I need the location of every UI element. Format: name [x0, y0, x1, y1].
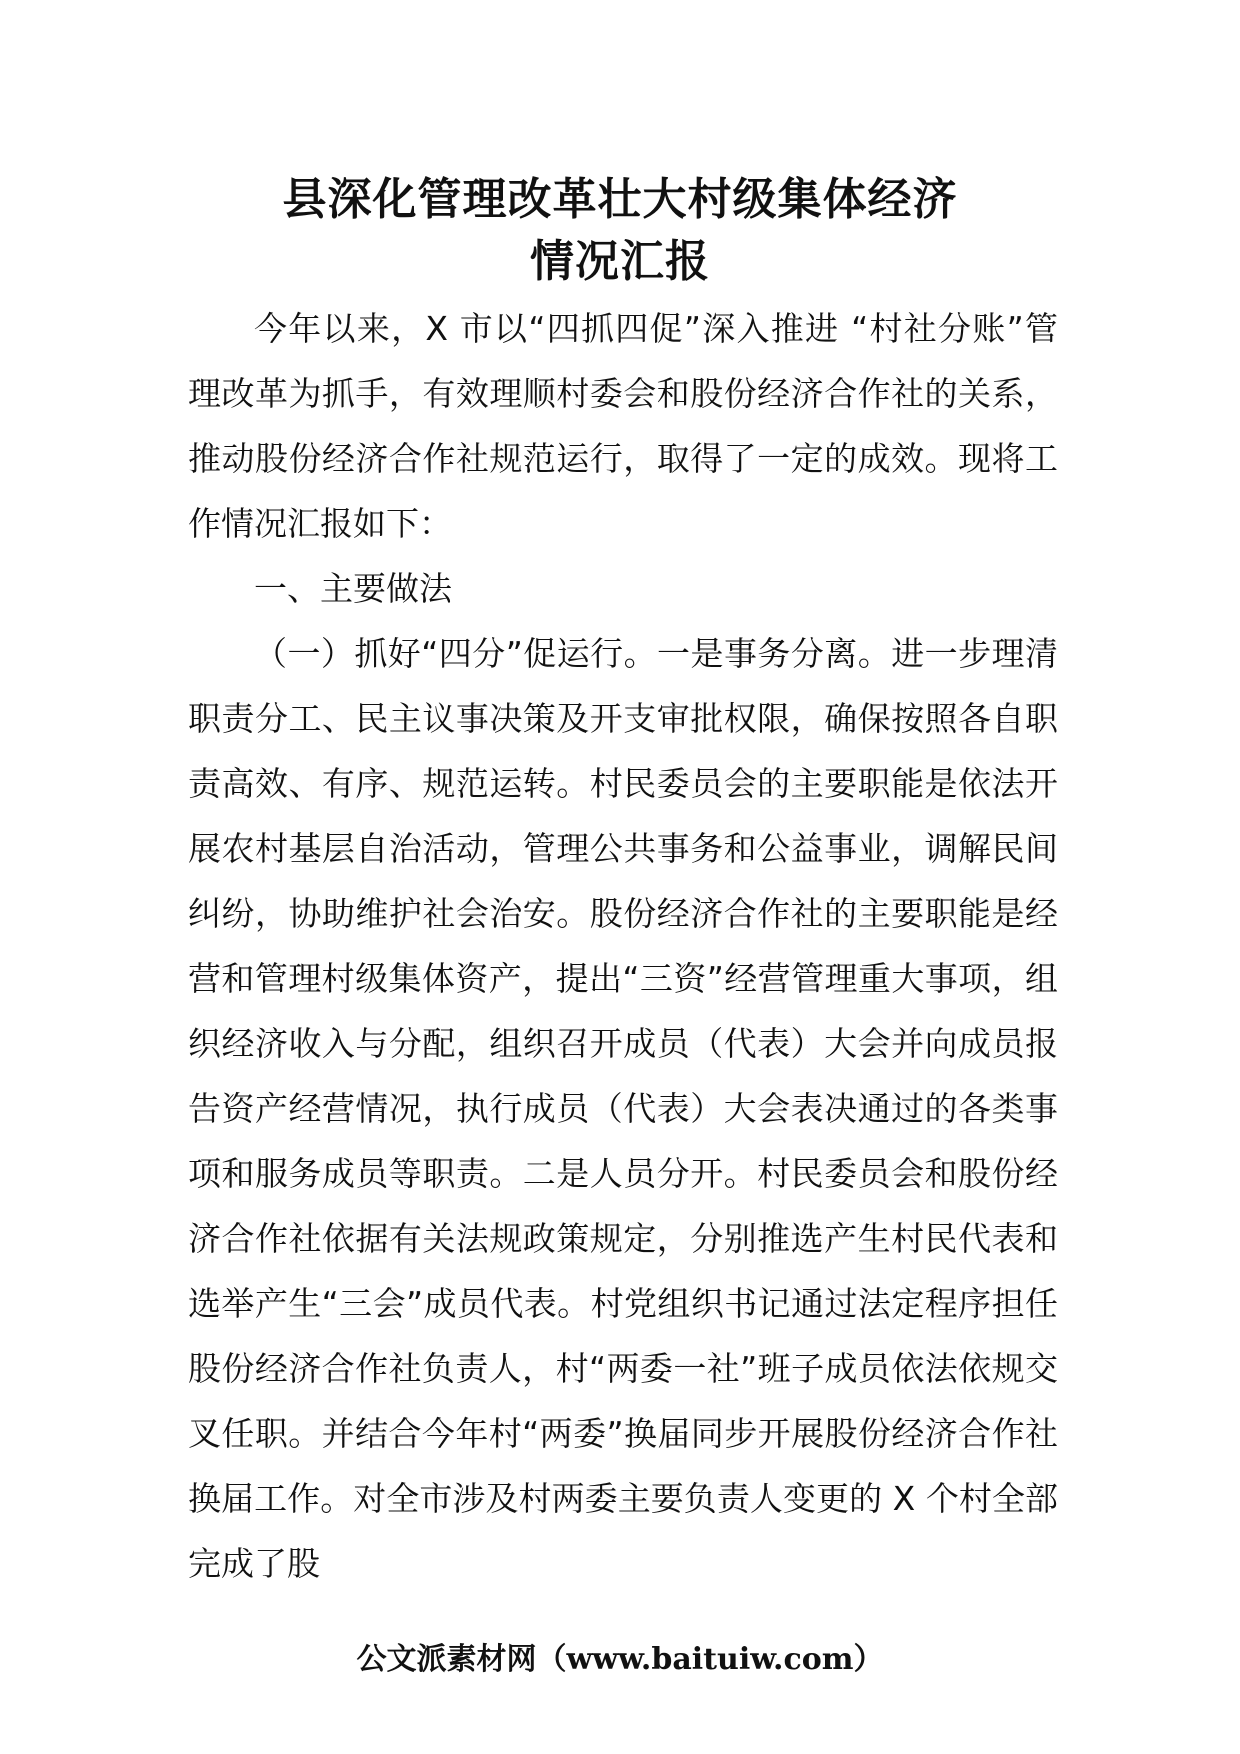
footer-watermark: 公文派素材网（www.baituiw.com） — [356, 1642, 884, 1677]
document-body — [188, 296, 1058, 1596]
body-paragraph: （一）抓好“四分”促运行。一是事务分离。进一步理清职责分工、民主议事决策及开支审批权限，确保按照各自职责高效、有序、规范运转。村民委员会的主要职能是依法开展农村基层自治活动，管理公共事务和公益事业，调解民间纠纷，协助维护社会治安。股份经济合作社的主要职能是经营和管理村级集体资产，提出“三资”经营管理重大事项，组织经济收入与分配，组织召开成员（代表）大会并向成员报告资产经营情况，执行成员（代表）大会表决通过的各类事项和服务成员等职责。二是人员分开。村民委员会和股份经济合作社依据有关法规政策规定，分别推选产生村民代表和选举产生“三会”成员代表。村党组织书记通过法定程序担任股份经济合作社负责人，村“两委一社”班子成员依法依规交叉任职。并结合今年村“两委”换届同步开展股份经济合作社换届工作。对全市涉及村两委主要负责人变更的 X 个村全部完成了股 — [188, 634, 1058, 1583]
section-heading: 一、主要做法 — [254, 569, 452, 608]
document-title-line1: 县深化管理改革壮大村级集体经济 — [282, 174, 958, 225]
document-title-line2: 情况汇报 — [530, 236, 710, 287]
intro-paragraph: 今年以来，X 市以“四抓四促”深入推进 “村社分账”管理改革为抓手，有效理顺村委会和股份经济合作社的关系，推动股份经济合作社规范运行，取得了一定的成效。现将工作情况汇报如下： — [188, 309, 1058, 543]
